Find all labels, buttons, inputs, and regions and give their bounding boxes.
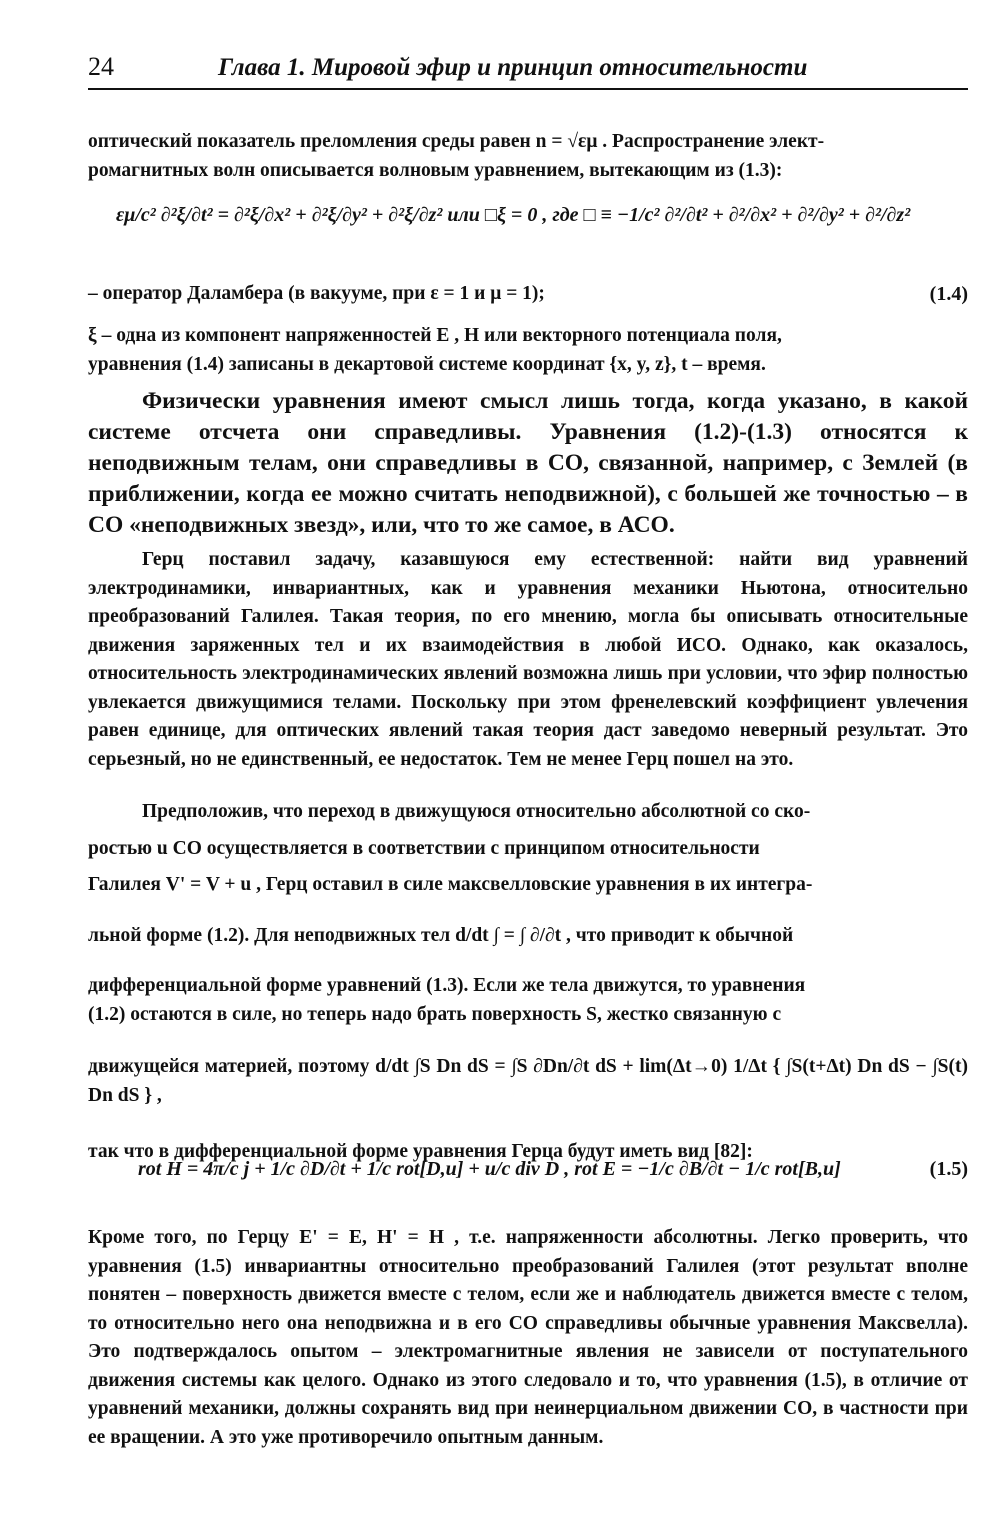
paragraph-galilean-transition — [88, 798, 968, 1167]
dalembert-caption: – оператор Даламбера (в вакууме, при ε = 1 и μ = 1); — [88, 283, 545, 304]
equation-1-4 — [116, 204, 968, 227]
paragraph-refractive-index — [88, 128, 968, 185]
running-header — [88, 52, 968, 90]
wave-equation: εμ/c² ∂²ξ/∂t² = ∂²ξ/∂x² + ∂²ξ/∂y² + ∂²ξ/∂z² или □ξ = 0 , где □ ≡ −1/c² ∂²/∂t² + ∂²/∂x² + ∂²/∂y² + ∂²/∂z² — [116, 204, 911, 226]
paragraph-xi-definition — [88, 322, 968, 379]
text-line: движущейся материей, поэтому d/dt ∫S Dn dS = ∫S ∂Dn/∂t dS + lim(Δt→0) 1/Δt { ∫S(t+Δt) Dn dS − ∫S(t) Dn dS } , — [88, 1056, 968, 1106]
paragraph-absolute-fields: Кроме того, по Герцу E' = E, H' = H , т.е. напряженности абсолютны. Легко проверить, что уравнения (1.5) инвариантны относительно преобразований Галилея (этот результат вполне понятен – поверхность движется вместе с телом, если же и наблюдатель движется вместе с телом, то относительно него она неподвижна и в его СО справедливы обычные уравнения Максвелла). Это подтверждалось опытом – электромагнитные явления не зависели от поступательного движения системы как целого. Однако из этого следовало и то, что уравнения (1.5), в отличие от уравнений механики, должны сохранять вид при неинерциальном движении СО, в частности при ее вращении. А это уже противоречило опытным данным. — [88, 1227, 968, 1448]
paragraph-hertz-task: Герц поставил задачу, казавшуюся ему естественной: найти вид уравнений электродинамики, инвариантных, как и уравнения механики Ньютона, относительно преобразований Галилея. Такая теория, по его мнению, могла бы описывать относительные движения заряженных тел и их взаимодействия в любой ИСО. Однако, как оказалось, относительность электродинамических явлений возможна лишь при условии, что эфир полностью увлекается движущимися телами. Поскольку при этом френелевский коэффициент увлечения равен единице, для оптических явлений такая теория даст заведомо неверный результат. Это серьезный, но не единственный, ее недостаток. Тем не менее Герц пошел на это. — [88, 549, 968, 770]
hertz-equations: rot H = 4π/c j + 1/c ∂D/∂t + 1/c rot[D,u] + u/c div D , rot E = −1/c ∂B/∂t − 1/c rot[B,u] — [138, 1158, 841, 1180]
text-line: ξ – одна из компонент напряженностей E , H или векторного потенциала поля, — [88, 325, 782, 346]
page-number: 24 — [88, 52, 114, 81]
book-page — [88, 52, 968, 1448]
text-line: так что в дифференциальной форме уравнения Герца будут иметь вид [82]: — [88, 1141, 753, 1162]
text-line: льной форме (1.2). Для неподвижных тел d/dt ∫ = ∫ ∂/∂t , что приводит к обычной — [88, 924, 794, 946]
equation-number: (1.5) — [929, 1158, 968, 1180]
text-line: ромагнитных волн описывается волновым уравнением, вытекающим из (1.3): — [88, 159, 783, 181]
text-line: дифференциальной форме уравнений (1.3). Если же тела движутся, то уравнения — [88, 975, 806, 996]
equation-1-4-caption — [88, 280, 968, 309]
text-line: (1.2) остаются в силе, но теперь надо брать поверхность S, жестко связанную с — [88, 1003, 782, 1025]
text-line: Галилея V' = V + u , Герц оставил в силе максвелловские уравнения в их интегра- — [88, 874, 813, 895]
paragraph-physical-meaning: Физически уравнения имеют смысл лишь тогда, когда указано, в какой системе отсчета они справедливы. Уравнения (1.2)-(1.3) относятся к неподвижным телам, они справедливы в СО, связанной, например, с Землей (в приближении, когда ее можно считать неподвижной), с большей же точностью – в СО «неподвижных звезд», или, что то же самое, в АСО. — [88, 388, 968, 538]
text-line: Предположив, что переход в движущуюся относительно абсолютной со ско- — [142, 801, 811, 822]
running-title: Глава 1. Мировой эфир и принцип относительности — [218, 54, 808, 81]
text-line: ростью u СО осуществляется в соответствии с принципом относительности — [88, 837, 760, 859]
text-line: уравнения (1.4) записаны в декартовой системе координат {x, y, z}, t – время. — [88, 353, 766, 375]
equation-1-5 — [138, 1158, 968, 1181]
text-line: оптический показатель преломления среды равен n = √εμ . Распространение элект- — [88, 131, 825, 152]
equation-number: (1.4) — [929, 283, 968, 305]
